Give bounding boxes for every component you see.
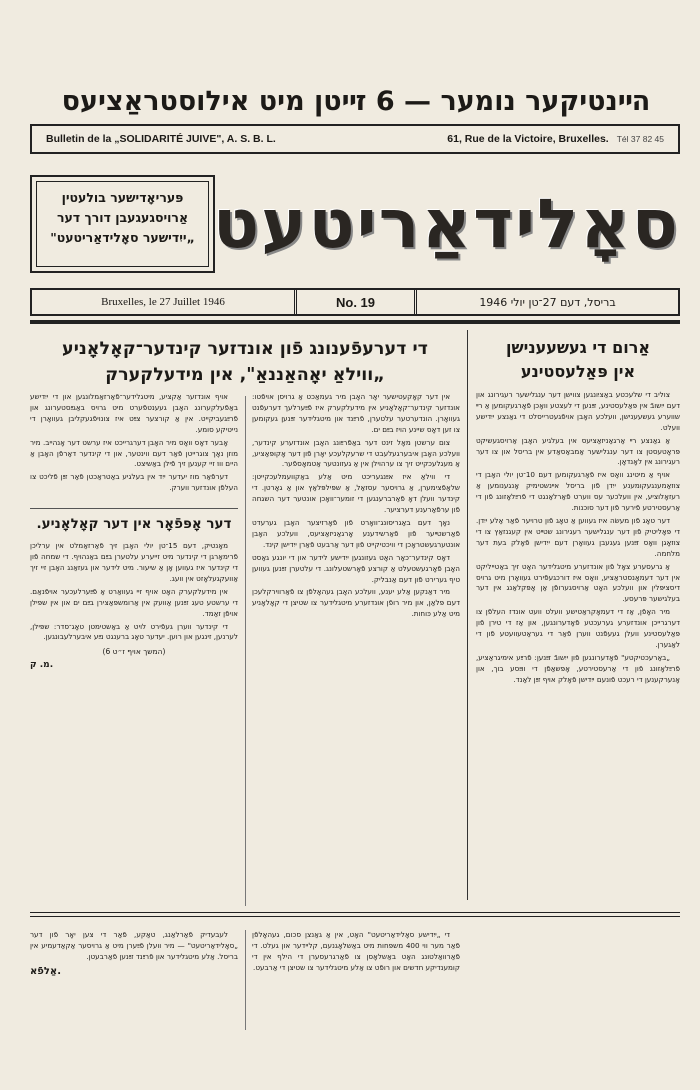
colony-paragraph: אין דער קאָקעטישער יאָר האָבן מיר געמאַכט אַ גרויסן אויפֿטו: אונדזער קינדער־קאָלאָניע אין מידעלקערק איז פֿײַערלעך דערעפֿנט געוואָרן. הונדערטער עלטערן, פֿרײַנד און מיטגלידער זײַנען געקומען צו זען דאָס שיינע הויז בײַם ים.: [252, 392, 460, 434]
colony-paragraph: דערפֿאַר מוז יעדער ייִד אין בעלגיע באַטראַכטן פֿאַר זײַן פֿליכט צו העלפֿן אונדזער ווערק.: [30, 472, 238, 493]
palestine-paragraph: מיר האָפֿן, אַז די דעמאָקראַטישע וועלט וועט אונדז העלפֿן צו דערגרייכן אונדזערע גערעכטע פֿאָדערונגען, און אַז די טירן פֿון פּאַלעסטינע וועלן געעפֿנט ווערן פֿאַר די געראַטעוועטע פֿון די לאַגערן.: [476, 607, 680, 649]
palestine-paragraph: צוליב די שלעכטע באַציִונגען צווישן דער ענגלישער רעגירונג און דעם ייִשובֿ אין פּאַלעסטינע, זײַנען די לעצטע וואָכן פֿאָרגעקומען אַ רײ שווערע געשעענישן, וועלכע האָבן אויפֿגעטרייסלט די גאַנצע ייִדישע וועלט.: [476, 390, 680, 432]
colony-title-1: די דערעפֿענונג פֿון אונדזער קינדער־קאָלאָניע: [62, 339, 428, 359]
bottom-paragraph: די „ייִדישע סאָלידאַריטעט" האָט, אין אַ גאַנצן סכום, געהאָלפֿן פֿאַר מער ווי 400 משפּחות מיט באַשלאָגנעם, קליידער און געלט. די פֿאַרוואַלטונג האָט באַשלאָסן צו פֿאַרגרעסערן די הילף אין די קומענדיקע חדשים און רופֿט צו אַלע מיטגלידער צו שטיצן די אַרבעט.: [252, 930, 460, 972]
issue-number: No. 19: [297, 290, 417, 314]
promo-inner: [36, 181, 209, 267]
colony-paragraph: נאָך דעם באַגריסונג־וואָרט פֿון פֿאָרזיצער האָבן גערעדט פֿאַרשטײער פֿון פֿאַרשידענע אָרגאַניזאַציעס, וועלכע האָבן אונטערגעשטראָכן די וויכטיקייט פֿון דער אַרבעט פֿאַרן ייִדישן קינד.: [252, 517, 460, 549]
heavy-rule: [30, 320, 680, 324]
dateline-french: Bruxelles, le 27 Juillet 1946: [32, 290, 297, 314]
bulletin-telephone: Tél 37 82 45: [616, 134, 664, 144]
palestine-paragraph: „באַרעכטיקטע" פֿאָדערונגען פֿון ייִשובֿ זײַנען: פֿרײַע אימיגראַציע, פֿרײַלאָזונג פֿון די אַרעסטירטע, אָפּשאַפֿן די ווײַסע בוך, און אָנערקענען די רעכט פֿונעם ייִדישן פֿאָלק אויף זײַן לאַנד.: [476, 652, 680, 684]
departure-subhead: [30, 508, 238, 535]
colony-article: [30, 336, 460, 671]
colony-paragraph: די קינדער ווערן געפֿירט לויט אַ באַשטימטן טאָג־סדר: שפּילן, לערנען, זינגען און רוען. יעדער טאָג ברענגט נײַע איבערלעבונגען.: [30, 621, 238, 642]
bulletin-publisher: Bulletin de la „SOLIDARITÉ JUIVE", A. S. B. L.: [46, 133, 276, 145]
departure-subhead-b: אין דער קאָלאָניע.: [36, 516, 152, 533]
palestine-paragraph: אַ גאַנצע רײ אַרגאַניזאַציעס אין בעלגיע האָבן אַרויסגעשיקט פּראָטעסטן צו דער ענגלישער אַמבאַסאַדע אין בריסל און צו דער רעגירונג אין לאָנדאָן.: [476, 435, 680, 467]
colony-paragraph: אין מידעלקערק האָט אויף זיי געוואַרט אַ פֿײַערלעכער אויפֿנאַם. די ערשטע טעג זײַנען אַוועק אין אַרומשפּאַצירן בײַם ים און אין שפּילן אויפֿן זאַמד.: [30, 586, 238, 618]
double-rule: [30, 912, 680, 917]
palestine-title-1: אַרום די געשעענישן: [505, 338, 650, 357]
palestine-title-2: אין פּאַלעסטינע: [520, 362, 636, 381]
palestine-paragraph: דער טאָג פֿון מעשׂה איז געווען אַ טאָג פֿון טרויער פֿאַר אַלע ייִדן. די פּאָליטיק פֿון דער ענגלישער רעגירונג שטײט אין קעגנזאַץ צו די צוזאָגן וואָס זײַנען געגעבן געוואָרן דעם ייִדישן פֿאָלק בעת דער מלחמה.: [476, 515, 680, 558]
promo-line-3: „ייִדישער סאָלידאַריטעט": [50, 230, 195, 245]
colony-column-right: [252, 392, 460, 912]
colony-paragraph: מיר דאַנקען אַלע יענע, וועלכע האָבן געהאָלפֿן צו פֿאַרווירקלעכן דעם פּלאַן, און מיר רופֿן אונדזערע מיטגלידער צו שטיצן די קאָלאָניע מיט אַלע כּוחות.: [252, 587, 460, 619]
colony-column-left: [30, 392, 238, 912]
dateline-bar: [30, 288, 680, 316]
departure-subhead-a: דער אָפּפֿאָר: [156, 516, 232, 533]
inner-column-rule: [245, 396, 246, 906]
bottom-column-left: [30, 930, 238, 1030]
palestine-article: [476, 336, 680, 896]
bulletin-bar: [30, 124, 680, 154]
bulletin-address: 61, Rue de la Victoire, Bruxelles.: [447, 133, 609, 145]
colony-paragraph: אָבער דאָס וואָס מיר האָבן דערגרייכט איז ערשט דער אָנהייב. מיר מוזן נאָך צוגרייטן פֿאַר דעם ווינטער, און די קינדער דאַרפֿן האָבן אַ היים וווּ זיי קענען זיך פֿילן באַשיצט.: [30, 437, 238, 469]
promo-line-1: פּעריאָדישער בולעטין: [61, 190, 184, 205]
palestine-body: [476, 390, 680, 686]
colony-paragraph: דאָס קינדער־כאָר האָט געזונגען ייִדישע לידער און די יונגע גאַסט האָבן פֿאָרגעשטעלט אַ קורצע פֿאָרשטעלונג. די עלטערן זײַנען געווען טיף גערירט פֿון דעם אַנבליק.: [252, 552, 460, 584]
bottom-column-rule: [245, 930, 246, 1030]
palestine-paragraph: אויף אַ מיטינג וואָס איז פֿאָרגעקומען דעם 10־טן יולי האָבן די צוזאַמענגעקומענע ייִדן פֿון בריסל אײנשטימיק אָנגענומען אַ רעזאָלוציע, אין וועלכער עס ווערט פֿאַרלאַנגט די פֿרײַלאָזונג פֿון די אַרעסטירטע פֿירער פֿון דער סוכנות.: [476, 470, 680, 513]
bottom-paragraph: לעבעדיק פֿאַרלאַנג, טאַקע, פֿאַר די צען יאָר פֿון דער „סאָלידאַריטעט" — מיר וועלן פֿײַערן מיט אַ גרויסער אַקאַדעמיע אין בריסל. אַלע מיטגלידער און פֿרײַנד זײַנען פֿאַרבעטן.: [30, 930, 238, 961]
palestine-paragraph: אַ גרעסערע צאָל פֿון אונדזערע מיטגלידער האָט זיך באַטייליקט אין דער דעמאָנסטראַציע, וואָס איז דורכגעפֿירט געוואָרן מיט גרויס דיסציפּלין און וועלכע האָט אַרויסגערופֿן אַן אָפּקלאַנג אין דער בעלגישער פּרעסע.: [476, 561, 680, 604]
colony-paragraph: מאָנטיק, דעם 15־טן יולי האָבן זיך פֿאַרזאַמלט אין ערליכן פֿרימאָרגן די קינדער מיט זייערע עלטערן בײַם באַנהויף. די שמחה פֿון די קינדער איז געווען אָן אַ שיעור. מיט לידער און געזאַנג האָבן זיי זיך אַוועקגעלאָזט אין וועג.: [30, 541, 238, 583]
bottom-column-right: [252, 930, 460, 1030]
colony-paragraph: צום ערשטן מאָל זינט דער באַפֿרײַונג האָבן אונדזערע קינדער, וועלכע האָבן איבערגעלעבט די שרעקלעכע יאָרן פֿון דער אָקופּאַציע, אַ מעגלעכקייט זיך צו ערהוילן אין אַ געזונטער אַטמאָספֿער.: [252, 437, 460, 469]
promo-line-2: אַרויסגעגעבן דורך דער: [56, 210, 189, 225]
masthead-text: סאָלידאַריטעט: [213, 185, 680, 264]
article-signature: מ. ק.: [30, 660, 54, 671]
colony-columns: [30, 392, 460, 892]
promo-box: [30, 175, 215, 273]
issue-banner: הײנטיקער נומער — 6 זײטן מיט אילוסטראַציעס: [61, 86, 651, 117]
masthead-title: [213, 165, 680, 285]
bottom-signature: אַלפֿא.: [30, 965, 61, 977]
column-rule: [467, 330, 468, 900]
colony-title-2: „ווילאַ יאָהאַננאַ", אין מידעלקערק: [105, 365, 385, 385]
continued-note: (המשך אויף ז״ט 6): [102, 647, 166, 657]
colony-paragraph: די ווילאַ איז אײַנגעריכט מיט אַלע באַקוועמלעכקייטן: שלאָפֿצימערן, אַ גרויסער עסזאַל, אַ שפּילפּלאַץ און אַ גאָרטן. די קינדער וועלן דאָ פֿאַרברענגען די זומער־וואָכן אונטער דער השגחה פֿון ערפֿאַרענע דערציער.: [252, 472, 460, 515]
colony-paragraph: אויף אונדזער אַקציע, מיטגלידער־פֿאַרזאַמלונגען און די ייִדישע באַפֿעלקערונג האָבן געענטפֿערט מיט גרויס באַגײַסטערונג און פֿרײַגעביקייט. אין אַ קורצער צײַט איז צונויפֿגעקליבן געוואָרן די נייטיקע סומע.: [30, 392, 238, 434]
dateline-yiddish: בריסל, דעם 27־טן יולי 1946: [479, 295, 616, 309]
